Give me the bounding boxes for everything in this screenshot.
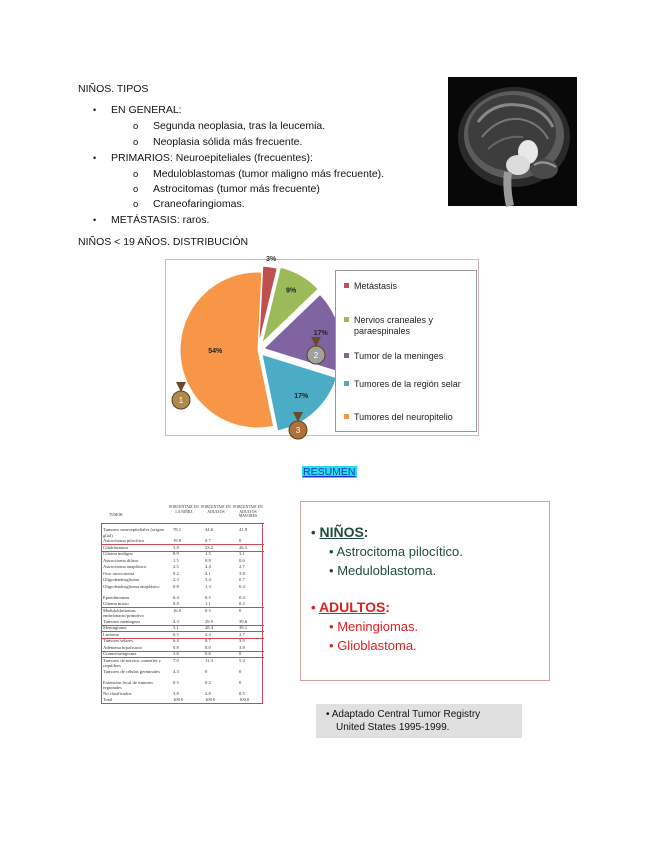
table-cell: 3.9 xyxy=(239,638,245,643)
table-cell: 4.4 xyxy=(205,564,211,569)
bullet-icon: • xyxy=(93,153,97,163)
legend-label: Tumores del neuropitelio xyxy=(354,412,453,422)
resumen-label: RESUMEN xyxy=(303,466,356,478)
pie-label-3: 17% xyxy=(313,330,328,338)
section-title-distribucion: NIÑOS < 19 AÑOS. DISTRIBUCIÓN xyxy=(78,236,249,248)
table-cell: 0.5 xyxy=(205,594,211,600)
table-cell: 8.7 xyxy=(205,638,211,643)
table-cell: 0.8 xyxy=(173,601,179,606)
sub-item-text: Neoplasia sólida más frecuente. xyxy=(153,136,303,148)
section-title-ninos-tipos: NIÑOS. TIPOS xyxy=(78,83,149,95)
table-cell: Glioma mixto xyxy=(103,601,129,606)
medal-icon xyxy=(172,382,190,409)
bullet-icon: • xyxy=(93,215,97,225)
table-cell: Tumores neuroepiteliales (origen glial) xyxy=(103,527,164,538)
bullet-icon: • xyxy=(329,544,334,559)
summary-ninos-heading: • NIÑOS: xyxy=(311,524,369,540)
table-cell: 19.8 xyxy=(173,538,182,543)
mri-brain-illustration xyxy=(448,77,577,206)
medal-rank-label: 3 xyxy=(295,426,301,435)
table-cell: 23.2 xyxy=(205,544,214,550)
legend-label: Metástasis xyxy=(354,281,398,291)
table-cell: Tumores de nervios craneales y raquídeos xyxy=(103,657,162,668)
table-cell: 44.6 xyxy=(205,527,214,532)
table-cell: 3.1 xyxy=(239,551,245,556)
list-label: PRIMARIOS: Neuroepiteliales (frecuentes): xyxy=(111,152,313,164)
table-cell: 39.6 xyxy=(239,618,248,624)
table-cell: 0.4 xyxy=(239,594,245,600)
table-cell: 78.1 xyxy=(173,527,182,532)
table-cell: 0.8 xyxy=(173,644,179,650)
table-cell: Oligodendroglioma anaplásico xyxy=(103,583,160,589)
sub-item-text: Segunda neoplasia, tras la leucemia. xyxy=(153,120,326,132)
pie-label-1: 3% xyxy=(266,255,277,263)
table-cell: 29.9 xyxy=(205,618,214,624)
sub-bullet-icon: o xyxy=(133,184,139,195)
legend-label: Nervios craneales y paraespinales xyxy=(354,315,434,336)
list-item-en-general xyxy=(93,103,182,117)
table-cell: Adenoma hipofisario xyxy=(103,644,142,650)
legend-swatch xyxy=(344,381,349,386)
table-cell: 0.4 xyxy=(239,583,245,589)
source-note xyxy=(316,704,522,738)
table-cell: Glioblastoma xyxy=(103,544,128,550)
sub-item-text: Meduloblastomas (tumor maligno más frecuente). xyxy=(153,168,385,180)
table-cell: 4.1 xyxy=(205,570,211,576)
table-cell: Tumores de células germinales xyxy=(103,668,160,674)
table-cell: Tumores selares xyxy=(103,638,133,643)
source-note-line2: United States 1995-1999. xyxy=(336,722,450,733)
source-note-line1: • Adaptado Central Tumor Registry xyxy=(326,709,481,720)
bullet-icon: • xyxy=(311,525,316,540)
table-cell: 0 xyxy=(239,679,242,685)
medal-rank-label: 1 xyxy=(178,396,184,405)
table-cell: Oligodendroglioma xyxy=(103,577,139,582)
list-item-metastasis xyxy=(93,213,209,227)
sub-bullet-icon: o xyxy=(133,121,139,132)
table-cell: 0.8 xyxy=(205,557,211,563)
table-cell: 11.3 xyxy=(205,657,213,663)
legend-swatch xyxy=(344,414,349,419)
pie-slice-5 xyxy=(180,272,274,428)
pie-label-4: 17% xyxy=(294,392,309,400)
table-cell: 0.5 xyxy=(173,631,179,637)
table-cell: 2.8 xyxy=(205,690,211,696)
sub-item-text: Craneofaringiomas. xyxy=(153,198,245,210)
table-cell: 0.2 xyxy=(205,679,211,685)
table-cell: 3.8 xyxy=(173,544,179,550)
legend-swatch xyxy=(344,317,349,322)
table-cell: Ependimomas xyxy=(103,594,130,600)
table-cell: 0.5 xyxy=(205,607,211,613)
list-label: METÁSTASIS: raros. xyxy=(111,214,210,226)
pie-label-2: 9% xyxy=(286,287,297,295)
table-cell: 100.0 xyxy=(239,697,250,702)
table-cell: 1.3 xyxy=(205,583,211,589)
table-cell: 0.5 xyxy=(173,679,179,685)
table-cell: Otro astrocitoma xyxy=(103,570,134,576)
table-cell: 4.3 xyxy=(173,618,179,624)
bullet-icon: • xyxy=(93,105,97,115)
table-cell: 16.0 xyxy=(173,607,182,613)
table-cell: 5.4 xyxy=(239,657,245,663)
table-cell: 3.6 xyxy=(173,651,179,656)
table-cell: No clasificados xyxy=(103,690,132,696)
summary-adultos-heading: • ADULTOS: xyxy=(311,599,390,615)
table-cell: 2.7 xyxy=(239,631,245,637)
summary-adultos-item: • Glioblastoma. xyxy=(329,638,417,653)
sub-list-item xyxy=(133,119,325,134)
table-cell: Tumores meníngeos xyxy=(103,618,141,624)
bullet-icon: • xyxy=(329,638,334,653)
legend-label: Tumores de la región selar xyxy=(354,379,461,389)
table-cell: 8.5 xyxy=(239,690,245,696)
table-cell: Total xyxy=(103,697,113,702)
table-cell: 41.9 xyxy=(239,527,248,532)
table-cell: 0.2 xyxy=(239,601,245,606)
list-item-primarios xyxy=(93,151,313,165)
table-cell: Extensión local de tumores regionales xyxy=(103,679,153,690)
summary-ninos-item: • Astrocitoma pilocítico. xyxy=(329,544,463,559)
table-header xyxy=(101,503,264,521)
pie-label-5: 54% xyxy=(208,348,223,356)
table-cell: 100.0 xyxy=(173,697,184,702)
table-cell: 8.0 xyxy=(205,644,211,650)
table-cell: 39.1 xyxy=(239,625,248,630)
table-cell: 2.3 xyxy=(173,577,179,582)
sub-bullet-icon: o xyxy=(133,199,139,210)
table-cell: 2.5 xyxy=(173,564,179,569)
table-header-cell: PORCENTAJE EN ADULTOS MAYORES xyxy=(233,505,263,518)
table-cell: 26.3 xyxy=(239,544,248,550)
summary-adultos-item: • Meningiomas. xyxy=(329,619,419,634)
medal-rank-label: 2 xyxy=(313,351,319,360)
table-cell: 28.4 xyxy=(205,625,214,630)
table-cell: 2.4 xyxy=(205,631,211,637)
table-cell: 9.2 xyxy=(173,570,179,576)
sub-list-item xyxy=(133,167,384,182)
legend-swatch xyxy=(344,283,349,288)
table-cell: Astrocitoma pilocítico xyxy=(103,538,145,543)
table-cell: 0 xyxy=(205,668,208,674)
table-cell: 0 xyxy=(239,651,242,656)
summary-box xyxy=(300,501,550,681)
table-cell: 1.5 xyxy=(205,551,211,556)
chart-legend xyxy=(335,270,477,432)
table-cell: 3.4 xyxy=(205,577,211,582)
table-cell: 0 xyxy=(239,668,242,674)
table-cell: Meningioma xyxy=(103,625,127,630)
table-cell: 0.6 xyxy=(239,557,245,563)
sub-list-item xyxy=(133,197,245,212)
bullet-icon: • xyxy=(329,619,334,634)
bullet-icon: • xyxy=(311,600,316,615)
table-cell: 3.8 xyxy=(239,570,245,576)
table-highlight-border xyxy=(101,523,263,704)
table-header-cell: PORCENTAJE EN LA NIÑEZ xyxy=(169,505,199,514)
table-cell: 2.7 xyxy=(239,564,245,569)
tumor-data-table xyxy=(101,501,264,763)
table-cell: Astrocitoma difuso xyxy=(103,557,139,563)
table-header-cell: TUMOR xyxy=(109,513,123,517)
table-cell: 6.4 xyxy=(173,638,179,643)
bullet-icon: • xyxy=(329,563,334,578)
table-cell: 7.0 xyxy=(173,657,179,663)
sub-list-item xyxy=(133,182,320,197)
table-cell: 3.8 xyxy=(173,690,179,696)
sub-bullet-icon: o xyxy=(133,169,139,180)
table-cell: 6.4 xyxy=(173,594,179,600)
table-cell: 100.0 xyxy=(205,697,216,702)
table-cell: 8.9 xyxy=(173,551,179,556)
table-cell: 3.8 xyxy=(239,644,245,650)
table-cell: Meduloblastomas embrionario/primitivo xyxy=(103,607,144,618)
table-cell: 4.3 xyxy=(173,668,179,674)
table-cell: Craneofaringioma xyxy=(103,651,137,656)
table-cell: 0.6 xyxy=(205,651,211,656)
table-cell: Astrocitoma anaplásico xyxy=(103,564,147,569)
table-cell: 3.1 xyxy=(173,625,179,630)
sub-list-item xyxy=(133,135,302,150)
table-cell: 0.7 xyxy=(205,538,211,543)
table-cell: 0 xyxy=(239,607,242,613)
table-cell: Glioma maligno xyxy=(103,551,133,556)
table-cell: 0.8 xyxy=(173,583,179,589)
summary-ninos-item: • Meduloblastoma. xyxy=(329,563,437,578)
table-cell: 1.1 xyxy=(205,601,211,606)
sub-item-text: Astrocitomas (tumor más frecuente) xyxy=(153,183,320,195)
table-header-cell: PORCENTAJE EN ADULTOS xyxy=(201,505,231,514)
bullet-icon: • xyxy=(326,709,330,720)
legend-label: Tumor de la meninges xyxy=(354,351,444,361)
table-cell: Linfoma xyxy=(103,631,119,637)
table-cell: 0 xyxy=(239,538,242,543)
legend-swatch xyxy=(344,353,349,358)
sub-bullet-icon: o xyxy=(133,137,139,148)
table-cell: 0.7 xyxy=(239,577,245,582)
mri-image xyxy=(448,77,577,206)
list-label: EN GENERAL: xyxy=(111,104,182,116)
table-cell: 1.5 xyxy=(173,557,179,563)
